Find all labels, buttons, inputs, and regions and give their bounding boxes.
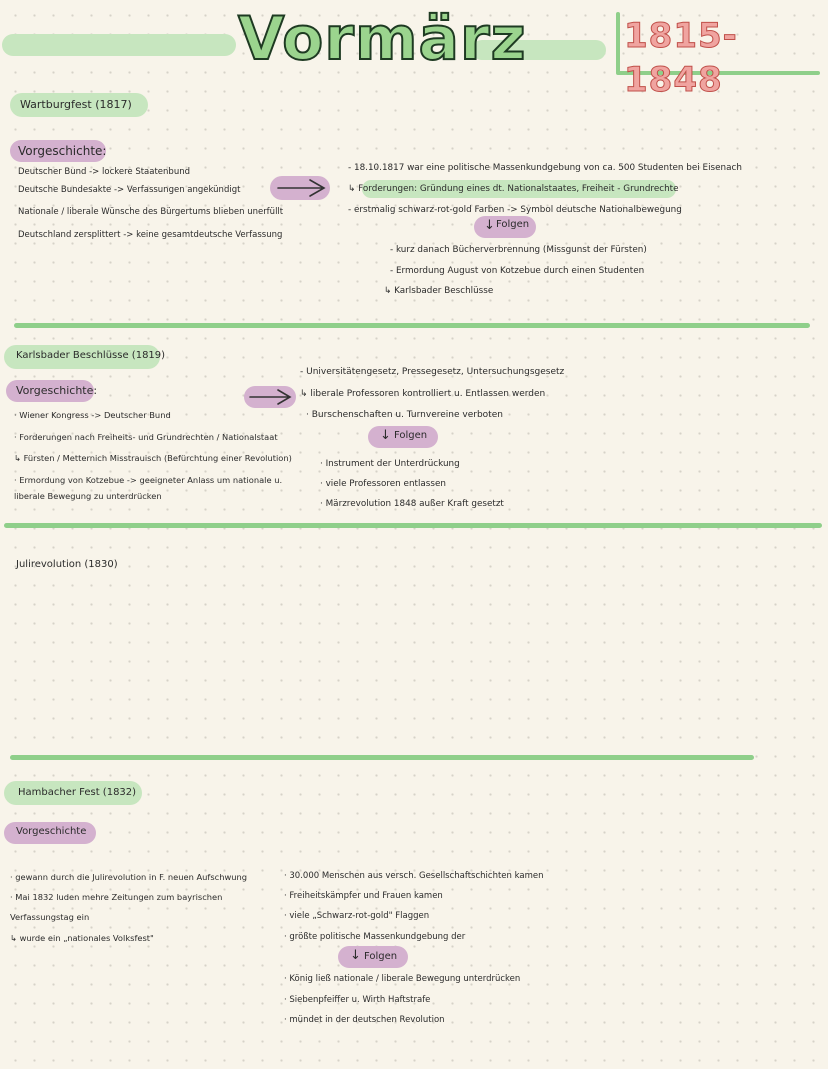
karlsbad-left-2: · Forderungen nach Freiheits- und Grundrechten / Nationalstaat	[14, 432, 278, 442]
hambach-right-3: · viele „Schwarz-rot-gold" Flaggen	[284, 911, 430, 921]
hambach-right-4: · größte politische Massenkundgebung der	[284, 932, 466, 942]
hambach-folgen-1: · König ließ nationale / liberale Bewegung unterdrücken	[284, 974, 521, 984]
wartburg-folgen-3: ↳ Karlsbader Beschlüsse	[384, 286, 494, 296]
hambach-folgen-2: · Siebenpfeiffer u. Wirth Haftstrafe	[284, 995, 431, 1005]
karlsbad-folgen-down-arrow-icon: ↓	[380, 428, 391, 443]
hambach-left-3: Verfassungstag ein	[10, 912, 90, 922]
hambach-left-1: · gewann durch die Julirevolution in F. neuen Aufschwung	[10, 872, 248, 882]
karlsbad-heading: Karlsbader Beschlüsse (1819)	[16, 350, 166, 361]
karlsbad-left-1: · Wiener Kongress -> Deutscher Bund	[14, 410, 171, 420]
karlsbad-left-5: liberale Bewegung zu unterdrücken	[14, 491, 162, 501]
karlsbad-right-1: - Universitätengesetz, Pressegesetz, Untersuchungsgesetz	[300, 367, 565, 377]
karlsbad-folgen-2: · viele Professoren entlassen	[320, 479, 446, 489]
date-box-line	[616, 12, 620, 74]
karlsbad-folgen-3: · Märzrevolution 1848 außer Kraft gesetzt	[320, 499, 504, 509]
wartburg-folgen-label: Folgen	[496, 219, 530, 230]
divider-2	[4, 523, 822, 528]
karlsbad-left-4: · Ermordung von Kotzebue -> geeigneter Anlass um nationale u.	[14, 475, 283, 485]
wartburg-vorgeschichte-label: Vorgeschichte:	[18, 144, 107, 158]
divider-1	[14, 323, 810, 328]
karlsbad-right-2: ↳ liberale Professoren kontrolliert u. Entlassen werden	[300, 389, 546, 399]
wartburg-folgen-down-arrow-icon: ↓	[484, 218, 495, 233]
wartburg-left-3: Nationale / liberale Wünsche des Bürgertums blieben unerfüllt	[18, 207, 284, 217]
wartburg-left-4: Deutschland zersplittert -> keine gesamtdeutsche Verfassung	[18, 230, 283, 240]
hambach-right-1: · 30.000 Menschen aus versch. Gesellschaftschichten kamen	[284, 871, 544, 881]
wartburg-right-3: - erstmalig schwarz-rot-gold Farben -> Symbol deutsche Nationalbewegung	[348, 205, 682, 215]
wartburg-right-1: - 18.10.1817 war eine politische Massenkundgebung von ca. 500 Studenten bei Eisenach	[348, 163, 742, 173]
hambach-folgen-3: · mündet in der deutschen Revolution	[284, 1015, 445, 1025]
karlsbad-folgen-1: · Instrument der Unterdrückung	[320, 459, 460, 469]
juli-heading: Julirevolution (1830)	[16, 559, 118, 570]
hambach-right-2: · Freiheitskämpfer und Frauen kamen	[284, 891, 443, 901]
wartburg-arrow-icon	[276, 178, 328, 202]
wartburg-right-2: ↳ Forderungen: Gründung eines dt. Nationalstaates, Freiheit - Grundrechte	[348, 184, 679, 194]
hambach-vorgeschichte-label: Vorgeschichte	[16, 826, 87, 837]
wartburg-left-1: Deutscher Bund -> lockere Staatenbund	[18, 167, 190, 177]
karlsbad-folgen-label: Folgen	[394, 430, 428, 441]
hambach-folgen-label: Folgen	[364, 951, 398, 962]
hambach-left-2: · Mai 1832 luden mehre Zeitungen zum bayrischen	[10, 892, 223, 902]
wartburg-left-2: Deutsche Bundesakte -> Verfassungen angekündigt	[18, 185, 241, 195]
wartburg-heading: Wartburgfest (1817)	[20, 98, 132, 111]
hambach-heading: Hambacher Fest (1832)	[18, 787, 137, 798]
karlsbad-vorgeschichte-label: Vorgeschichte:	[16, 384, 98, 397]
karlsbad-arrow-icon	[248, 388, 294, 410]
wartburg-folgen-2: - Ermordung August von Kotzebue durch einen Studenten	[390, 266, 645, 276]
date-range: 1815-1848	[624, 16, 738, 100]
hambach-folgen-down-arrow-icon: ↓	[350, 948, 361, 963]
wartburg-folgen-1: - kurz danach Bücherverbrennung (Missgunst der Fürsten)	[390, 245, 647, 255]
page-title: Vormärz	[238, 4, 527, 74]
karlsbad-right-3: · Burschenschaften u. Turnvereine verboten	[306, 410, 503, 420]
divider-3	[10, 755, 754, 760]
title-left-bar	[2, 34, 236, 56]
hambach-left-4: ↳ wurde ein „nationales Volksfest"	[10, 933, 154, 943]
karlsbad-left-3: ↳ Fürsten / Metternich Misstrauisch (Befürchtung einer Revolution)	[14, 453, 292, 463]
